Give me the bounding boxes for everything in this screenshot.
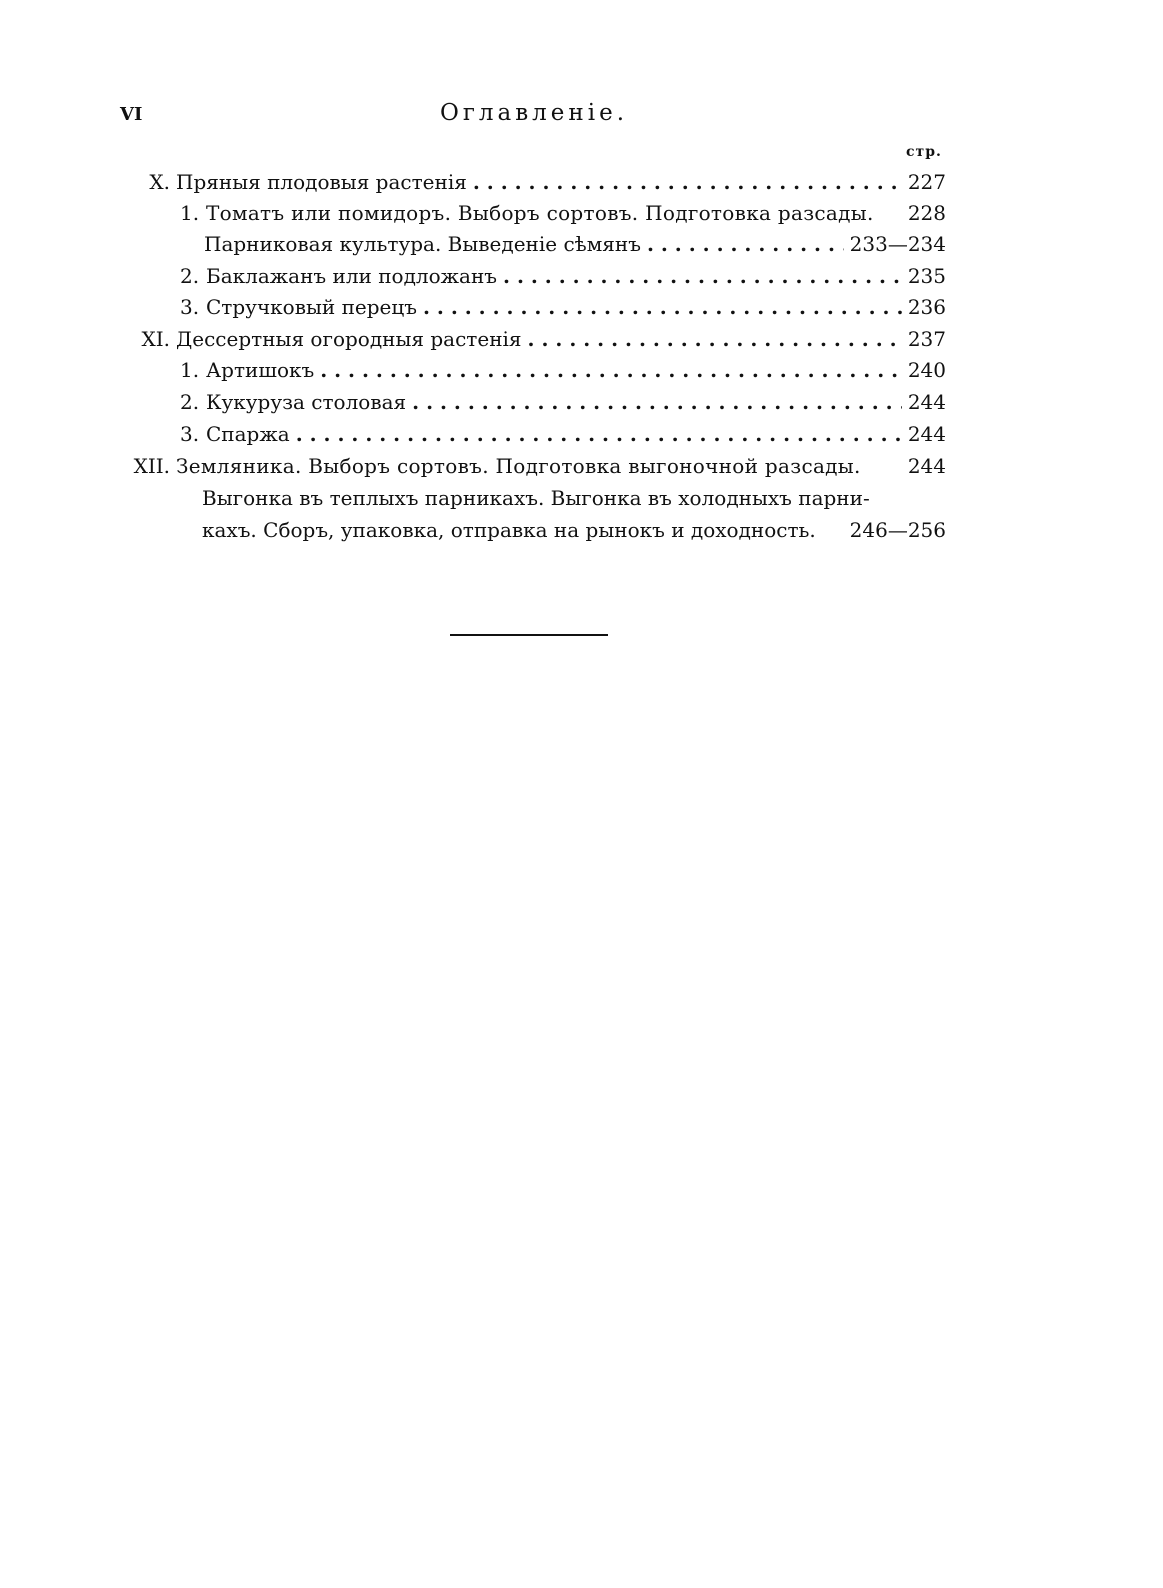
- chapter-numeral: XII.: [133, 454, 170, 478]
- entry-title: Стручковый перецъ: [206, 295, 417, 319]
- entry-page: 227: [907, 170, 946, 194]
- toc-item-eggplant[interactable]: [0, 262, 1163, 290]
- entry-title: Баклажанъ или подложанъ: [206, 264, 498, 288]
- closing-rule: [450, 634, 608, 636]
- entry-page: 236: [907, 295, 946, 319]
- dot-leader: [503, 262, 902, 290]
- entry-title: Спаржа: [206, 422, 290, 446]
- item-number: 2.: [180, 390, 200, 414]
- dot-leader: [647, 230, 844, 258]
- item-number: 1.: [180, 201, 200, 225]
- toc-item-pepper[interactable]: [0, 293, 1163, 321]
- item-number: 3.: [180, 295, 200, 319]
- dot-leader: [412, 388, 902, 416]
- entry-title: Томатъ или помидоръ. Выборъ сортовъ. Подготовка разсады.: [206, 201, 874, 225]
- entry-title: кахъ. Сборъ, упаковка, отправка на рынокъ и доходность.: [202, 518, 816, 542]
- entry-page: 237: [907, 327, 946, 351]
- toc-chapter-x[interactable]: [0, 168, 1163, 196]
- toc-chapter-xii[interactable]: [0, 452, 1163, 480]
- toc-item-forcing-line1[interactable]: Выгонка въ теплыхъ парникахъ. Выгонка въ холодныхъ парни-: [202, 486, 870, 510]
- dot-leader: [528, 325, 902, 353]
- dot-leader: [423, 293, 902, 321]
- entry-page: 233—234: [849, 232, 946, 256]
- dot-leader: [296, 420, 902, 448]
- chapter-numeral: X.: [149, 170, 170, 194]
- entry-title: Парниковая культура. Выведеніе сѣмянъ: [204, 232, 641, 256]
- toc-chapter-xi[interactable]: [0, 325, 1163, 353]
- dot-leader: [473, 168, 902, 196]
- item-number: 1.: [180, 358, 200, 382]
- entry-page: 246—256: [849, 518, 946, 542]
- item-number: 3.: [180, 422, 200, 446]
- page-title: Оглавленіе.: [440, 100, 629, 126]
- entry-title: Артишокъ: [206, 358, 315, 382]
- toc-item-forcing-line2[interactable]: [0, 516, 1163, 544]
- entry-title: Пряныя плодовыя растенія: [176, 170, 467, 194]
- chapter-numeral: XI.: [141, 327, 170, 351]
- toc-item-asparagus[interactable]: [0, 420, 1163, 448]
- toc-item-corn[interactable]: [0, 388, 1163, 416]
- entry-page: 244: [907, 454, 946, 478]
- entry-title: Кукуруза столовая: [206, 390, 407, 414]
- toc-item-artichoke[interactable]: [0, 356, 1163, 384]
- dot-leader: [320, 356, 902, 384]
- entry-page: 244: [907, 390, 946, 414]
- entry-title: Дессертныя огородныя растенія: [176, 327, 522, 351]
- toc-item-greenhouse[interactable]: [0, 230, 1163, 258]
- page-number: VI: [120, 104, 143, 125]
- entry-page: 235: [907, 264, 946, 288]
- page-column-label: стр.: [906, 144, 942, 160]
- entry-page: 244: [907, 422, 946, 446]
- item-number: 2.: [180, 264, 200, 288]
- entry-page: 228: [907, 201, 946, 225]
- toc-item-tomato[interactable]: [0, 199, 1163, 227]
- entry-page: 240: [907, 358, 946, 382]
- entry-title: Земляника. Выборъ сортовъ. Подготовка выгоночной разсады.: [176, 454, 861, 478]
